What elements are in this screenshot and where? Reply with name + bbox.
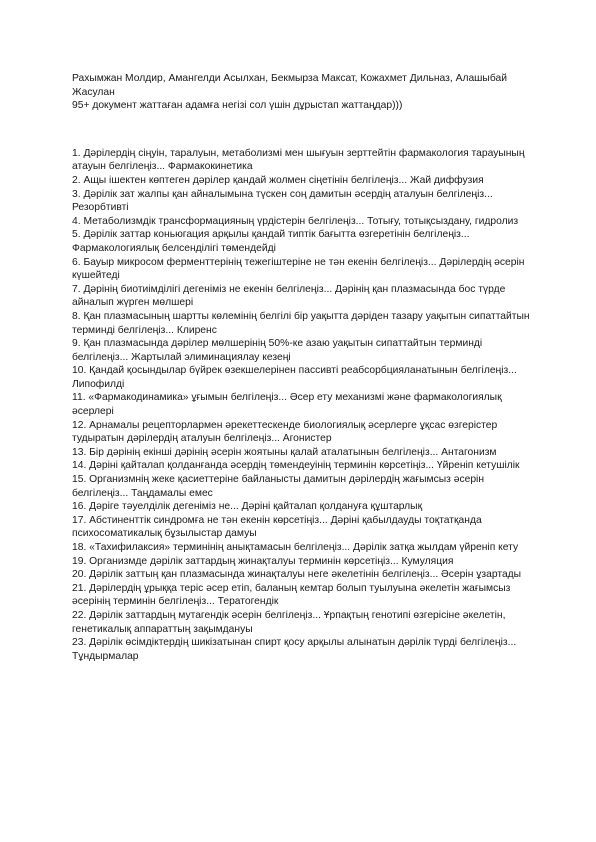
document-header [72, 72, 532, 113]
question-item: 8. Қан плазмасының шартты көлемінің белгілі бір уақытта дәріден тазару уақытын сипаттайтын терминді белгілеңіз... Клиренс [72, 310, 530, 336]
question-item: 2. Ащы ішектен көптеген дәрілер қандай жолмен сіңетінін белгілеңіз... Жай диффузия [72, 174, 484, 186]
question-item: 23. Дәрілік өсімдіктердің шикізатынан спирт қосу арқылы алынатын дәрілік түрді белгілеңіз... Тұндырмалар [72, 637, 517, 662]
question-item: 20. Дәрілік заттың қан плазмасында жинақталуы неге әкелетінін белгілеңіз... Әсерін ұзартады [72, 569, 522, 581]
document-page [72, 72, 532, 663]
question-item: 3. Дәрілік зат жалпы қан айналымына түскен соң дамитын әсердің аталуын белгілеңіз... Резорбтивті [72, 188, 493, 214]
question-item: 9. Қан плазмасында дәрілер мөлшерінің 50%-ке азаю уақытын сипаттайтын терминді белгілеңіз... Жартылай элиминациялау кезеңі [72, 338, 483, 363]
question-item: 14. Дәріні қайталап қолданғанда әсердің төмендеуінің терминін көрсетіңіз... Үйреніп кетушілік [72, 460, 520, 472]
question-item: 15. Организмнің жеке қасиеттеріне байланысты дамитын дәрілердің жағымсыз әсерін белгілеңіз... Таңдамалы емес [72, 474, 485, 499]
header-spacer [72, 113, 532, 147]
question-item: 11. «Фармакодинамика» ұғымын белгілеңіз... Әсер ету механизмі және фармакологиялық әсерлері [72, 392, 502, 418]
question-item: 16. Дәріге тәуелділік дегеніміз не... Дәріні қайталап қолдануға құштарлық [72, 501, 423, 513]
question-item: 7. Дәрінің биотиімділігі дегеніміз не екенін белгілеңіз... Дәрінің қан плазмасында бос түрде айналып жүрген мөлшері [72, 283, 506, 309]
question-item: 22. Дәрілік заттардың мутагендік әсерін белгілеңіз... Ұрпақтың генотипі өзгерісіне әкелетін, генетикалық аппараттың зақымдануы [72, 609, 506, 635]
question-item: 13. Бір дәрінің екінші дәрінің әсерін жоятыны қалай аталатынын белгілеңіз... Антагонизм [72, 446, 497, 458]
question-item: 1. Дәрілердің сіңуін, таралуын, метаболизмі мен шығуын зерттейтін фармакология тарауының атауын белгілеңіз... Фармакокинетика [72, 147, 525, 173]
authors-line: Рахымжан Молдир, Амангелди Асылхан, Бекмырза Максат, Кожахмет Дильназ, Алашыбай Жасулан [72, 73, 510, 98]
question-item: 21. Дәрілердің ұрыққа теріс әсер етіп, баланың кемтар болып туылуына әкелетін жағымсыз әсерінің терминін белгілеңіз... Тератогендік [72, 582, 511, 608]
question-item: 6. Бауыр микросом ферменттерінің тежегіштеріне не тән екенін белгілеңіз... Дәрілердің әсерін күшейтеді [72, 256, 525, 282]
question-item: 4. Метаболизмдік трансформацияның үрдістерін белгілеңіз... Тотығу, тотықсыздану, гидролиз [72, 215, 519, 227]
question-item: 17. Абстиненттік синдромға не тән екенін көрсетіңіз... Дәріні қабылдауды тоқтатқанда психосоматикалық бұзылыстар дамуы [72, 514, 482, 540]
question-item: 19. Организмде дәрілік заттардың жинақталуы терминін көрсетіңіз... Кумуляция [72, 555, 454, 567]
question-item: 12. Арнамалы рецепторлармен әрекеттескенде биологиялық әсерлерге ұқсас өзгерістер тудыратын дәрілердің аталуын белгілеңіз... Агонистер [72, 419, 498, 445]
question-item: 5. Дәрілік заттар коньюгация арқылы қандай типтік бағытта өзгеретінін белгілеңіз... Фармакологиялық белсенділігі төмендейді [72, 229, 470, 254]
question-item: 18. «Тахифилаксия» терминінің анықтамасын белгілеңіз... Дәрілік затқа жылдам үйреніп кету [72, 542, 519, 553]
note-line: 95+ документ жаттаған адамға негізі сол үшін дұрыстап жаттаңдар))) [72, 100, 403, 112]
question-list [72, 147, 532, 664]
question-item: 10. Қандай қосындылар бүйрек өзекшелерінен пассивті реабсорбцияланатынын белгілеңіз... Липофилді [72, 365, 517, 390]
